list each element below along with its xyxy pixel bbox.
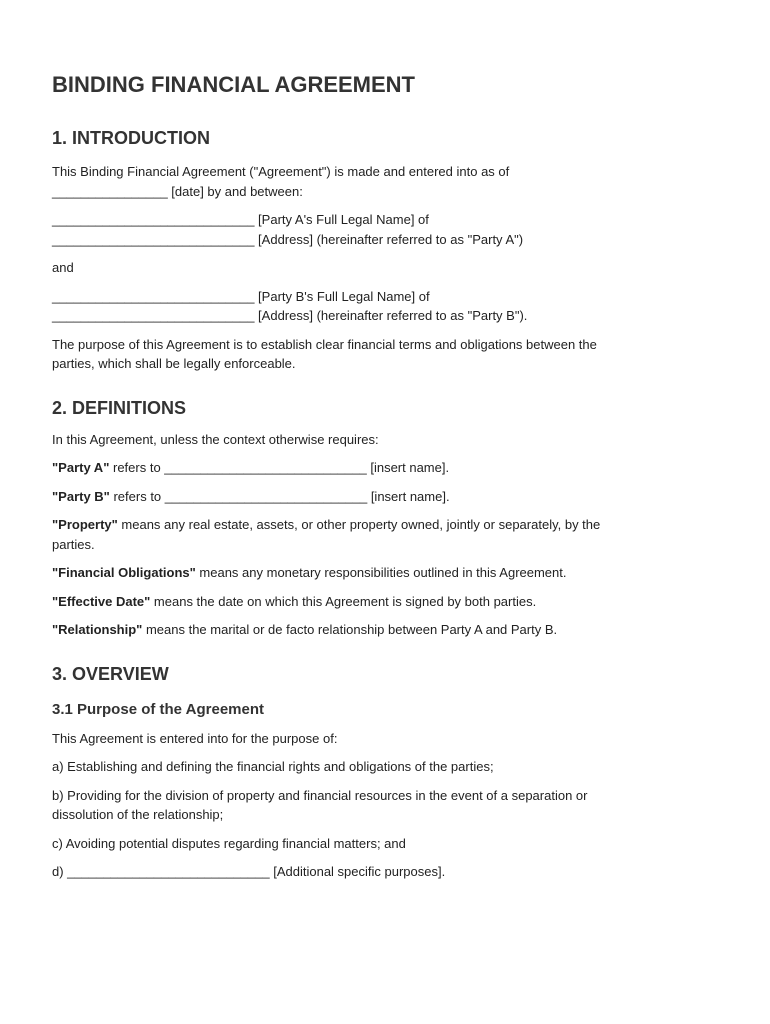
section-heading-introduction: 1. INTRODUCTION	[52, 128, 211, 148]
definition-property	[52, 515, 732, 535]
intro-paragraph-line: ________________ [date] by and between:	[52, 183, 303, 199]
definition-relationship	[52, 620, 732, 640]
definition-effective-date	[52, 592, 732, 612]
intro-paragraph-line: This Binding Financial Agreement ("Agreement") is made and entered into as of	[52, 164, 510, 179]
party-b-line: ____________________________ [Address] (hereinafter referred to as "Party B").	[52, 308, 528, 323]
definitions-lead: In this Agreement, unless the context otherwise requires:	[52, 431, 379, 447]
definition-term: "Property"	[52, 517, 118, 532]
party-b-line: ____________________________ [Party B's Full Legal Name] of	[52, 288, 430, 304]
purpose-item-d: d) ____________________________ [Additional specific purposes].	[52, 864, 446, 879]
purpose-paragraph-line: The purpose of this Agreement is to establish clear financial terms and obligations between the	[52, 336, 597, 352]
party-a-line: ____________________________ [Party A's Full Legal Name] of	[52, 212, 429, 227]
purpose-item-b-cont: dissolution of the relationship;	[52, 807, 224, 822]
document-page	[52, 70, 732, 882]
definition-text: means any real estate, assets, or other property owned, jointly or separately, by the	[117, 517, 601, 532]
definition-financial-obligations	[52, 563, 732, 583]
definition-text: means the date on which this Agreement is signed by both parties.	[150, 593, 537, 609]
definition-text: refers to ____________________________ [insert name].	[109, 460, 450, 475]
document-title: BINDING FINANCIAL AGREEMENT	[52, 72, 415, 97]
subsection-heading-purpose: 3.1 Purpose of the Agreement	[52, 700, 264, 718]
definition-text: means the marital or de facto relationship between Party A and Party B.	[142, 622, 558, 637]
definition-term: "Financial Obligations"	[52, 565, 196, 580]
definition-term: "Effective Date"	[52, 593, 151, 609]
definition-party-b	[52, 487, 732, 507]
definition-party-a	[52, 458, 732, 478]
definition-text: means any monetary responsibilities outlined in this Agreement.	[195, 565, 567, 580]
definition-text: refers to ____________________________ [insert name].	[109, 488, 450, 504]
party-a-line: ____________________________ [Address] (hereinafter referred to as "Party A")	[52, 231, 524, 247]
purpose-item-c: c) Avoiding potential disputes regarding financial matters; and	[52, 835, 406, 851]
overview-lead: This Agreement is entered into for the purpose of:	[52, 730, 338, 746]
section-heading-definitions: 2. DEFINITIONS	[52, 397, 187, 418]
definition-term: "Party B"	[52, 488, 110, 504]
section-heading-overview: 3. OVERVIEW	[52, 663, 169, 684]
definition-term: "Relationship"	[52, 622, 143, 637]
purpose-item-a: a) Establishing and defining the financial rights and obligations of the parties;	[52, 759, 494, 774]
definition-property-cont: parties.	[52, 536, 95, 552]
purpose-item-b: b) Providing for the division of property and financial resources in the event of a separation or	[52, 787, 588, 803]
purpose-paragraph-line: parties, which shall be legally enforceable.	[52, 356, 296, 371]
and-text: and	[52, 260, 74, 275]
definition-term: "Party A"	[52, 460, 110, 475]
